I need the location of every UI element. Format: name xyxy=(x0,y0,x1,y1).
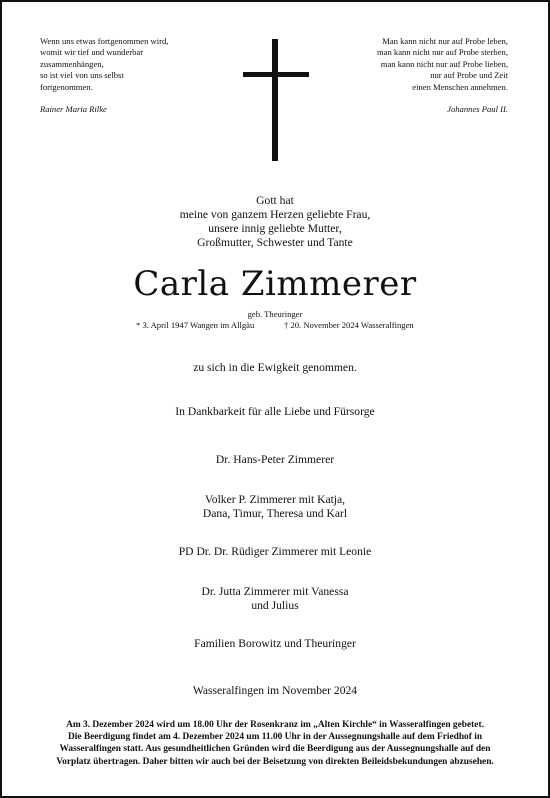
intro-line: Großmutter, Schwester und Tante xyxy=(197,236,353,249)
mourner-entry xyxy=(2,453,548,467)
intro-line: meine von ganzem Herzen geliebte Frau, xyxy=(179,208,371,221)
death-date: † 20. November 2024 Wasseralfingen xyxy=(284,320,414,330)
quote-right-line: nur auf Probe und Zeit xyxy=(430,70,508,81)
intro-line: Gott hat xyxy=(256,194,294,207)
eternity-line: zu sich in die Ewigkeit genommen. xyxy=(193,361,357,374)
cross-icon xyxy=(243,39,309,161)
notice-line: Vorplatz übertragen. Daher bitten wir auch bei der Beisetzung von direkten Beileidsbekundungen abzusehen. xyxy=(56,756,494,767)
cross-vertical-bar xyxy=(272,39,278,161)
quote-right-line: Man kann nicht nur auf Probe leben, xyxy=(382,36,508,46)
quote-right xyxy=(333,36,508,115)
quote-left-line: so ist viel von uns selbst xyxy=(40,70,124,81)
notice-line: Die Beerdigung findet am 4. Dezember 2024 um 11.00 Uhr in der Aussegnungshalle auf dem Friedhof in xyxy=(67,732,483,743)
deceased-name: Carla Zimmerer xyxy=(133,264,417,304)
maiden-name: geb. Theuringer xyxy=(247,309,303,319)
mourner-entry xyxy=(2,637,548,651)
intro-text xyxy=(2,194,548,250)
quote-left-line: fortgenommen. xyxy=(40,81,93,92)
mourner-entry xyxy=(2,585,548,613)
mourner-line: PD Dr. Dr. Rüdiger Zimmerer mit Leonie xyxy=(178,545,372,558)
quote-left-line: Wenn uns etwas fortgenommen wird, xyxy=(40,36,169,46)
funeral-notice xyxy=(2,719,548,768)
gratitude-line: In Dankbarkeit für alle Liebe und Fürsorge xyxy=(175,405,375,418)
notice-line: Wasseralfingen statt. Aus gesundheitlichen Gründen wird die Beerdigung aus der Aussegnungshalle auf den xyxy=(59,744,491,755)
intro-line: unsere innig geliebte Mutter, xyxy=(208,222,342,235)
cross-horizontal-bar xyxy=(243,72,309,77)
mourner-entry xyxy=(2,545,548,559)
quote-right-line: einen Menschen annehmen. xyxy=(412,81,508,92)
mourner-line: Dr. Hans-Peter Zimmerer xyxy=(215,453,335,466)
mourner-line: Volker P. Zimmerer mit Katja, xyxy=(204,493,346,506)
mourner-line: und Julius xyxy=(251,599,299,612)
place-date: Wasseralfingen im November 2024 xyxy=(192,684,358,697)
quote-right-author: Johannes Paul II. xyxy=(447,104,508,115)
notice-line: Am 3. Dezember 2024 wird um 18.00 Uhr der Rosenkranz im „Alten Kirchle“ in Wasseralfingen gebetet. xyxy=(66,720,484,730)
mourner-entry xyxy=(2,493,548,521)
mourner-line: Dr. Jutta Zimmerer mit Vanessa xyxy=(201,585,349,598)
quote-left xyxy=(40,36,205,115)
quote-right-line: man kann nicht nur auf Probe sterben, xyxy=(376,47,508,58)
quote-left-line: zusammenhängen, xyxy=(40,58,104,69)
birth-date: * 3. April 1947 Wangen im Allgäu xyxy=(136,320,255,330)
mourner-line: Familien Borowitz und Theuringer xyxy=(194,637,356,650)
quote-right-line: man kann nicht nur auf Probe lieben, xyxy=(380,58,508,69)
quote-left-author: Rainer Maria Rilke xyxy=(40,104,107,115)
quote-left-line: womit wir tief und wunderbar xyxy=(40,47,144,58)
mourner-line: Dana, Timur, Theresa und Karl xyxy=(202,507,348,520)
